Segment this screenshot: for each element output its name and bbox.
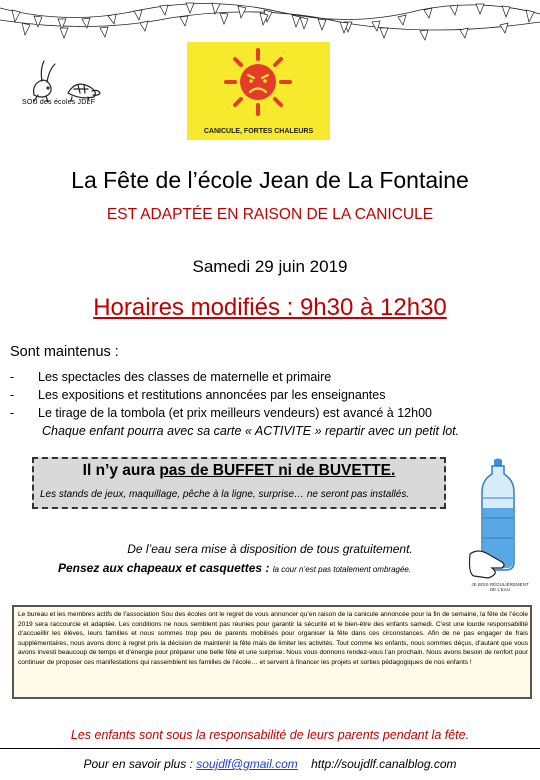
children-responsibility-notice: Les enfants sont sous la responsabilité de leurs parents pendant la fête. (70, 728, 470, 742)
buffet-notice-prefix: Il n’y aura (82, 462, 160, 479)
lot-note: Chaque enfant pourra avec sa carte « ACTIVITE » repartir avec un petit lot. (42, 424, 460, 438)
list-item (10, 404, 535, 422)
water-bottle-icon (468, 458, 534, 588)
buffet-notice-title (34, 462, 444, 480)
list-item-text: Le tirage de la tombola (et prix meilleurs vendeurs) est avancé à 12h00 (38, 406, 432, 420)
list-item-text: Les expositions et restitutions annoncées par les enseignantes (38, 388, 386, 402)
list-item (10, 386, 535, 404)
maintained-heading: Sont maintenus : (10, 344, 119, 360)
hats-notice (58, 561, 411, 575)
bottle-caption: JE BOIS RÉGULIÈREMENT DE L'EAU (471, 582, 529, 592)
bullet-dash: - (10, 388, 15, 402)
buffet-notice-box (32, 457, 446, 509)
footer-prefix: Pour en savoir plus : (83, 757, 197, 771)
water-notice: De l’eau sera mise à disposition de tous gratuitement. (127, 542, 413, 556)
heatwave-badge (187, 42, 330, 140)
logo-label: SOU des écoles JDLF (22, 99, 96, 106)
heatwave-caption: CANICULE, FORTES CHALEURS (203, 128, 314, 135)
list-note-row (10, 422, 535, 440)
footer (0, 757, 540, 771)
shade-note: la cour n’est pas totalement ombragée. (272, 565, 412, 574)
buffet-notice-emphasis: pas de BUFFET ni de BUVETTE. (159, 462, 396, 479)
page-subtitle: EST ADAPTÉE EN RAISON DE LA CANICULE (106, 206, 434, 223)
website-link[interactable]: http://soujdlf.canalblog.com (311, 757, 457, 771)
association-message: Le bureau et les membres actifs de l’association Sou des écoles ont le regret de vous annoncer qu’en raison de la canicule annoncée pour la fin de semaine, la fête de l’école 2019 sera raccourcie et adaptée. Les conditions ne nous semblent pas réunies pour garantir la sécurité et le bien-être des enfants samedi. C’est une lourde responsabilité d’accueillir les élèves, leurs familles et nous sommes trop peu de parents mobilisés pour organiser la fête dans ces circonstances. Afin de ne pas engager de frais supplémentaires, nous avons donc à regret pris la décision de maintenir la fête mais de limiter les activités. Tout comme les enfants, nous sommes déçus, d’autant que vous avons investi beaucoup de temps et d’énergie pour préparer une belle fête et une surprise. Nous vous donnons rendez-vous l’an prochain. Nous avons besoin de renfort pour continuer de proposer ces manifestations qui rassemblent les familles de l’école… et servent à financer les projets et sorties pédagogiques de nos enfants ! (18, 611, 528, 666)
maintained-list (10, 368, 535, 440)
list-item-text: Les spectacles des classes de maternelle et primaire (38, 370, 332, 384)
email-link[interactable]: soujdlf@gmail.com (196, 757, 298, 771)
buffet-notice-detail: Les stands de jeux, maquillage, pêche à la ligne, surprise… ne seront pas installés. (40, 489, 410, 500)
association-message-box (12, 605, 532, 699)
hats-notice-text: Pensez aux chapeaux et casquettes : (58, 561, 270, 575)
event-date: Samedi 29 juin 2019 (192, 257, 348, 276)
footer-divider (0, 748, 540, 749)
bullet-dash: - (10, 370, 15, 384)
angry-sun-icon (187, 42, 330, 128)
bullet-dash: - (10, 406, 15, 420)
list-item (10, 368, 535, 386)
event-hours: Horaires modifiés : 9h30 à 12h30 (93, 294, 447, 321)
page-title: La Fête de l’école Jean de La Fontaine (71, 167, 469, 193)
